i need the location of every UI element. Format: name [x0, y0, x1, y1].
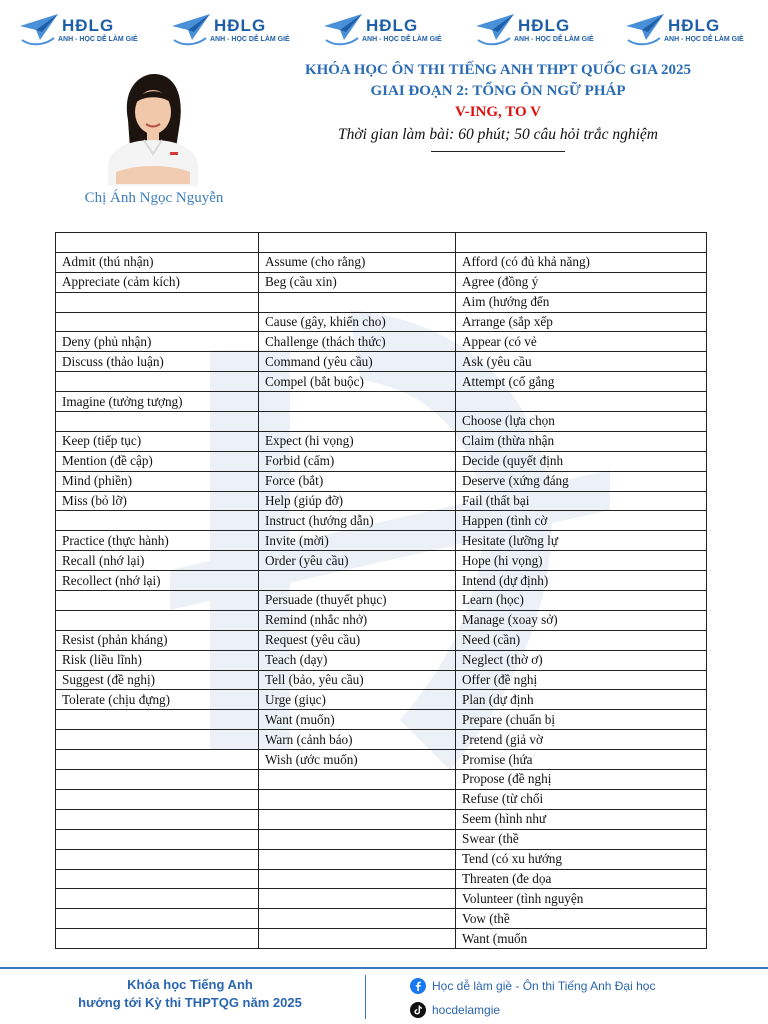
logo: [474, 10, 614, 50]
table-cell: [259, 571, 456, 591]
table-row: [56, 630, 707, 650]
table-cell: Happen (tình cờ: [456, 511, 707, 531]
table-cell: [259, 770, 456, 790]
table-row: [56, 531, 707, 551]
table-row: [56, 491, 707, 511]
table-cell: Tolerate (chịu đựng): [56, 690, 259, 710]
footer-social: [410, 976, 655, 1024]
logo-tagline: ANH - HỌC DỄ LÀM GIẺ: [664, 36, 744, 43]
table-row: [56, 412, 707, 432]
logo-tagline: ANH - HỌC DỄ LÀM GIẺ: [514, 36, 594, 43]
stage-title: GIAI ĐOẠN 2: TỔNG ÔN NGỮ PHÁP: [370, 83, 626, 99]
exam-time: Thời gian làm bài: 60 phút; 50 câu hỏi trắc nghiệm: [338, 126, 658, 143]
table-cell: Persuade (thuyết phục): [259, 591, 456, 611]
logo: [170, 10, 310, 50]
table-cell: [56, 292, 259, 312]
table-row: [56, 233, 707, 253]
table-row: [56, 332, 707, 352]
table-cell: Decide (quyết định: [456, 451, 707, 471]
table-cell: Risk (liều lĩnh): [56, 650, 259, 670]
table-row: [56, 591, 707, 611]
table-cell: Request (yêu cầu): [259, 630, 456, 650]
tiktok-icon: [410, 1002, 426, 1018]
table-row: [56, 312, 707, 332]
table-cell: Resist (phản kháng): [56, 630, 259, 650]
table-cell: Expect (hi vọng): [259, 431, 456, 451]
title-block: [248, 60, 748, 152]
table-cell: Tell (bảo, yêu cầu): [259, 670, 456, 690]
table-cell: [56, 929, 259, 949]
topic-title: V-ING, TO V: [455, 104, 541, 120]
table-cell: Choose (lựa chọn: [456, 412, 707, 432]
table-cell: [56, 889, 259, 909]
table-cell: [56, 610, 259, 630]
table-cell: [259, 929, 456, 949]
table-row: [56, 451, 707, 471]
footer-line-2: hướng tới Kỳ thi THPTQG năm 2025: [78, 995, 302, 1010]
course-title: KHÓA HỌC ÔN THI TIẾNG ANH THPT QUỐC GIA 2025: [304, 62, 692, 78]
table-cell: [259, 869, 456, 889]
table-cell: [259, 789, 456, 809]
table-cell: Neglect (thờ ơ): [456, 650, 707, 670]
table-cell: Afford (có đủ khả năng): [456, 252, 707, 272]
table-row: [56, 710, 707, 730]
table-cell: Swear (thề: [456, 829, 707, 849]
table-cell: Remind (nhắc nhở): [259, 610, 456, 630]
table-cell: Assume (cho rằng): [259, 252, 456, 272]
footer-vertical-divider: [365, 975, 366, 1019]
table-row: [56, 869, 707, 889]
table-cell: Deserve (xứng đáng: [456, 471, 707, 491]
table-cell: Urge (giục): [259, 690, 456, 710]
tiktok-label: hocdelamgie: [432, 1003, 501, 1017]
table-cell: [456, 233, 707, 253]
table-cell: [259, 909, 456, 929]
table-cell: [259, 849, 456, 869]
table-cell: Attempt (cố gắng: [456, 372, 707, 392]
table-row: [56, 392, 707, 412]
table-cell: [56, 849, 259, 869]
table-cell: [259, 412, 456, 432]
table-cell: Challenge (thách thức): [259, 332, 456, 352]
table-cell: [259, 233, 456, 253]
table-row: [56, 551, 707, 571]
verb-table: [55, 232, 707, 949]
table-cell: Vow (thề: [456, 909, 707, 929]
table-cell: Want (muốn): [259, 710, 456, 730]
table-row: [56, 292, 707, 312]
table-cell: [56, 829, 259, 849]
table-cell: [259, 392, 456, 412]
table-cell: Teach (dạy): [259, 650, 456, 670]
table-cell: [259, 292, 456, 312]
table-cell: Claim (thừa nhận: [456, 431, 707, 451]
table-row: [56, 352, 707, 372]
table-row: [56, 829, 707, 849]
table-cell: Recall (nhớ lại): [56, 551, 259, 571]
table-row: [56, 889, 707, 909]
table-cell: Force (bắt): [259, 471, 456, 491]
table-row: [56, 252, 707, 272]
table-cell: Wish (ước muốn): [259, 750, 456, 770]
logo-brand: HĐLG: [214, 16, 267, 35]
table-row: [56, 929, 707, 949]
paper-plane-icon: [322, 12, 366, 46]
table-cell: Hesitate (lưỡng lự: [456, 531, 707, 551]
table-cell: Threaten (đe dọa: [456, 869, 707, 889]
table-cell: [56, 750, 259, 770]
logo: [18, 10, 158, 50]
table-row: [56, 431, 707, 451]
table-row: [56, 610, 707, 630]
table-cell: Volunteer (tình nguyện: [456, 889, 707, 909]
table-row: [56, 471, 707, 491]
table-cell: Deny (phủ nhận): [56, 332, 259, 352]
logo-tagline: ANH - HỌC DỄ LÀM GIẺ: [210, 36, 290, 43]
table-cell: Manage (xoay sở): [456, 610, 707, 630]
table-cell: Prepare (chuẩn bị: [456, 710, 707, 730]
table-row: [56, 650, 707, 670]
table-cell: Help (giúp đỡ): [259, 491, 456, 511]
table-cell: Seem (hình như: [456, 809, 707, 829]
table-cell: Ask (yêu cầu: [456, 352, 707, 372]
table-cell: Fail (thất bại: [456, 491, 707, 511]
table-cell: Order (yêu cầu): [259, 551, 456, 571]
table-cell: Suggest (đề nghị): [56, 670, 259, 690]
table-cell: Learn (học): [456, 591, 707, 611]
table-cell: Need (cần): [456, 630, 707, 650]
logo-tagline: ANH - HỌC DỄ LÀM GIẺ: [362, 36, 442, 43]
table-cell: [259, 829, 456, 849]
table-cell: Warn (cảnh báo): [259, 730, 456, 750]
table-row: [56, 909, 707, 929]
table-cell: [56, 710, 259, 730]
table-row: [56, 690, 707, 710]
table-row: [56, 272, 707, 292]
table-cell: Propose (đề nghị: [456, 770, 707, 790]
teacher-avatar: [100, 68, 204, 186]
table-cell: Intend (dự định): [456, 571, 707, 591]
table-cell: [259, 889, 456, 909]
table-cell: Tend (có xu hướng: [456, 849, 707, 869]
table-cell: [56, 233, 259, 253]
table-cell: Aim (hướng đến: [456, 292, 707, 312]
table-cell: [56, 412, 259, 432]
verb-table-body: [56, 233, 707, 949]
table-row: [56, 770, 707, 790]
facebook-link[interactable]: [410, 976, 655, 996]
logo-tagline: ANH - HỌC DỄ LÀM GIẺ: [58, 36, 138, 43]
table-cell: Mention (đề cập): [56, 451, 259, 471]
table-cell: [56, 372, 259, 392]
table-row: [56, 750, 707, 770]
tiktok-link[interactable]: [410, 1000, 655, 1020]
table-cell: Refuse (từ chối: [456, 789, 707, 809]
table-cell: [259, 809, 456, 829]
title-underline: [431, 151, 565, 152]
table-cell: Command (yêu cầu): [259, 352, 456, 372]
table-cell: [56, 809, 259, 829]
table-cell: Imagine (tưởng tượng): [56, 392, 259, 412]
table-row: [56, 372, 707, 392]
table-row: [56, 511, 707, 531]
table-row: [56, 849, 707, 869]
table-cell: Compel (bắt buộc): [259, 372, 456, 392]
table-cell: Cause (gây, khiến cho): [259, 312, 456, 332]
paper-plane-icon: [170, 12, 214, 46]
logo-brand: HĐLG: [62, 16, 115, 35]
paper-plane-icon: [18, 12, 62, 46]
table-cell: [56, 730, 259, 750]
table-cell: Appreciate (cảm kích): [56, 272, 259, 292]
table-cell: Beg (cầu xin): [259, 272, 456, 292]
table-cell: Agree (đồng ý: [456, 272, 707, 292]
paper-plane-icon: [474, 12, 518, 46]
table-cell: Miss (bỏ lỡ): [56, 491, 259, 511]
table-cell: Hope (hi vọng): [456, 551, 707, 571]
footer-divider-line: [0, 967, 768, 969]
footer-line-1: Khóa học Tiếng Anh: [127, 977, 253, 992]
table-cell: [56, 869, 259, 889]
logo: [624, 10, 764, 50]
paper-plane-icon: [624, 12, 668, 46]
table-cell: Pretend (giả vờ: [456, 730, 707, 750]
footer-course-info: [40, 976, 340, 1012]
table-cell: Forbid (cấm): [259, 451, 456, 471]
table-row: [56, 571, 707, 591]
facebook-label: Học dễ làm giề - Ôn thi Tiếng Anh Đại học: [432, 979, 656, 993]
table-cell: Practice (thực hành): [56, 531, 259, 551]
header-logo-strip: [0, 6, 768, 48]
table-row: [56, 809, 707, 829]
table-row: [56, 789, 707, 809]
table-cell: Keep (tiếp tục): [56, 431, 259, 451]
table-cell: Appear (có vẻ: [456, 332, 707, 352]
table-cell: Instruct (hướng dẫn): [259, 511, 456, 531]
logo-brand: HĐLG: [668, 16, 721, 35]
table-cell: [56, 312, 259, 332]
logo: [322, 10, 462, 50]
table-cell: Recollect (nhớ lại): [56, 571, 259, 591]
table-row: [56, 670, 707, 690]
table-cell: [56, 789, 259, 809]
table-cell: Arrange (sắp xếp: [456, 312, 707, 332]
logo-brand: HĐLG: [366, 16, 419, 35]
table-row: [56, 730, 707, 750]
table-cell: Discuss (thảo luận): [56, 352, 259, 372]
table-cell: [56, 511, 259, 531]
table-cell: Invite (mời): [259, 531, 456, 551]
table-cell: Admit (thú nhận): [56, 252, 259, 272]
table-cell: Promise (hứa: [456, 750, 707, 770]
table-cell: [456, 392, 707, 412]
table-cell: Want (muốn: [456, 929, 707, 949]
logo-brand: HĐLG: [518, 16, 571, 35]
table-cell: [56, 770, 259, 790]
table-cell: Mind (phiền): [56, 471, 259, 491]
table-cell: Offer (đề nghị: [456, 670, 707, 690]
facebook-icon: [410, 978, 426, 994]
table-cell: Plan (dự định: [456, 690, 707, 710]
table-cell: [56, 909, 259, 929]
teacher-name: Chị Ánh Ngọc Nguyễn: [84, 190, 224, 206]
table-cell: [56, 591, 259, 611]
